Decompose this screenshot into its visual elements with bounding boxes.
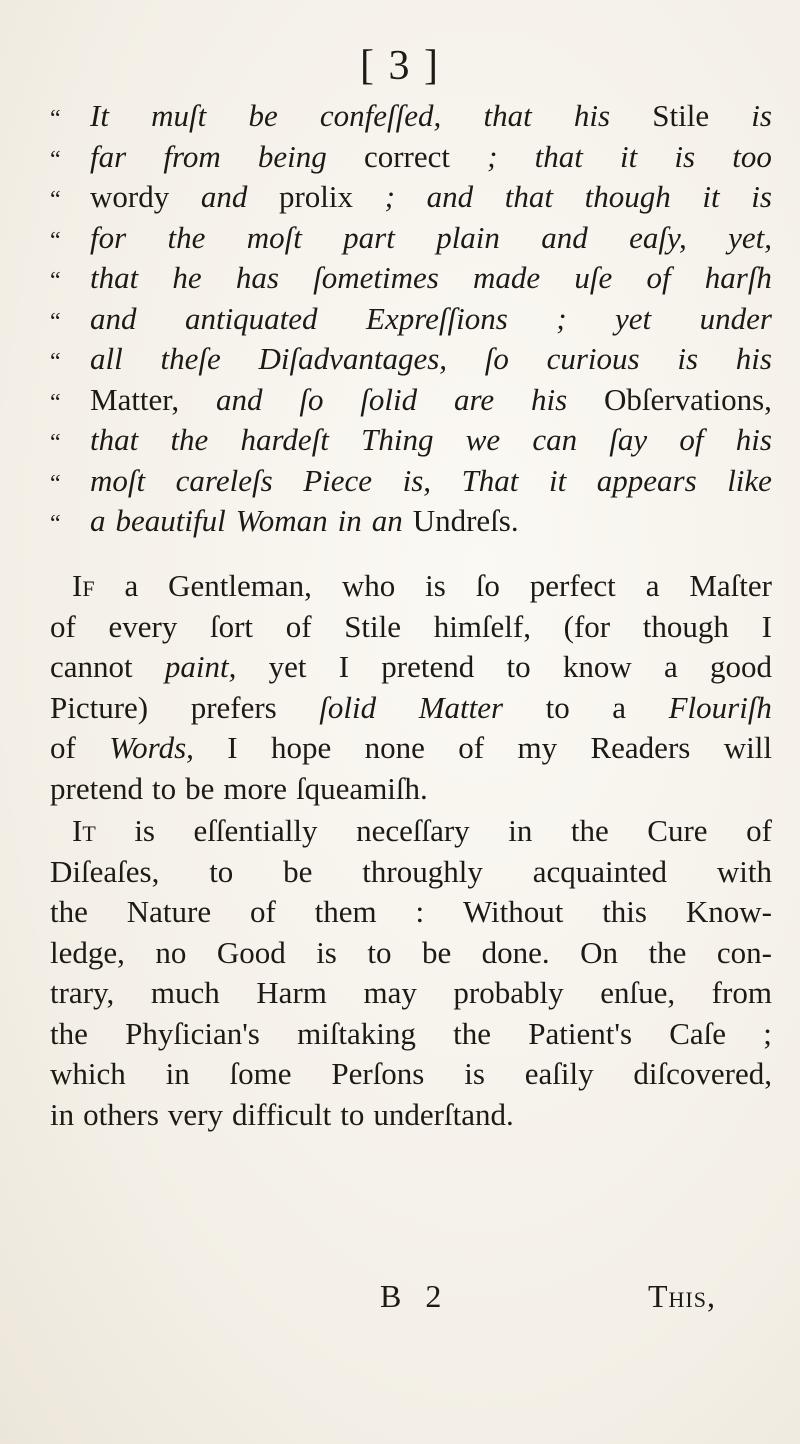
- text-line: [50, 811, 772, 852]
- word: Words,: [109, 730, 194, 765]
- word: Expreſſions: [366, 300, 508, 336]
- word: ;: [384, 179, 395, 214]
- page-footer: [0, 1278, 800, 1326]
- word: in: [337, 503, 362, 538]
- word: of: [458, 730, 485, 765]
- signature-mark: B 2: [380, 1278, 450, 1314]
- word: it: [548, 462, 567, 498]
- word: Maſter: [689, 568, 772, 603]
- word: part: [343, 219, 395, 255]
- quote-text: [90, 96, 772, 137]
- word: yet: [268, 649, 307, 684]
- text-line: [50, 1054, 772, 1095]
- word: under: [699, 300, 772, 336]
- catchword: This,: [648, 1278, 716, 1314]
- word: will: [723, 730, 772, 765]
- word: hope: [271, 730, 332, 765]
- word: and: [200, 179, 248, 214]
- word: which: [50, 1056, 126, 1091]
- paragraph-diseases: [50, 811, 772, 1135]
- quote-text: [90, 177, 772, 218]
- word: a: [612, 689, 627, 725]
- word: ſo: [475, 568, 500, 603]
- quote-line: [50, 339, 772, 380]
- word: If: [72, 568, 95, 603]
- quote-mark: “: [50, 227, 61, 254]
- word: his: [735, 422, 772, 457]
- quote-text: [90, 420, 772, 461]
- word: from: [163, 138, 221, 174]
- word: Obſervations,: [604, 381, 772, 417]
- word: neceſſary: [356, 813, 470, 848]
- word: and: [426, 179, 474, 214]
- word: is: [674, 138, 696, 174]
- word: correct: [363, 138, 450, 174]
- word: pretend: [381, 649, 475, 684]
- quote-line: [50, 299, 772, 340]
- word: is,: [402, 462, 432, 498]
- quote-line: [50, 501, 772, 542]
- word: his: [531, 381, 568, 417]
- word: Patient's: [528, 1015, 633, 1051]
- quote-mark: “: [50, 389, 61, 416]
- word: Good: [216, 934, 286, 970]
- word: prolix: [278, 179, 354, 214]
- word: Matter: [418, 689, 504, 725]
- word: of: [249, 894, 276, 929]
- quote-mark: “: [50, 349, 61, 375]
- word: I: [338, 649, 350, 684]
- word: my: [517, 730, 558, 765]
- word: for: [90, 219, 127, 255]
- word: is: [751, 98, 772, 133]
- word: be: [421, 934, 452, 970]
- word: ;: [556, 300, 567, 336]
- word: theſe: [160, 341, 221, 376]
- word: the: [50, 894, 88, 929]
- word: Harm: [256, 975, 327, 1010]
- word: the: [50, 1015, 88, 1051]
- word: that: [504, 179, 553, 214]
- word: his: [735, 341, 772, 376]
- word: underſtand.: [373, 1096, 514, 1132]
- quote-line: [50, 137, 772, 178]
- word: trary,: [50, 975, 115, 1010]
- word: in: [50, 1096, 75, 1132]
- word: like: [727, 462, 772, 498]
- word: of: [646, 260, 671, 295]
- word: antiquated: [184, 300, 318, 336]
- word: :: [415, 894, 425, 929]
- word: moſt: [246, 219, 302, 255]
- word: to: [340, 1096, 365, 1132]
- word: of: [679, 422, 704, 457]
- word: plain: [436, 219, 500, 255]
- word: beautiful: [115, 503, 226, 538]
- word: cannot: [50, 649, 133, 684]
- word: Without: [462, 894, 564, 929]
- word: we: [465, 422, 501, 457]
- quote-text: [90, 299, 772, 340]
- word: ;: [487, 138, 498, 174]
- word: may: [363, 975, 417, 1010]
- word: probably: [453, 975, 564, 1010]
- word: though: [584, 179, 671, 214]
- word: that: [483, 98, 532, 133]
- word: it: [702, 179, 720, 214]
- word: appears: [596, 462, 697, 498]
- word: though: [642, 608, 729, 644]
- word: Readers: [590, 730, 691, 765]
- word: It: [90, 98, 109, 133]
- word: con-: [716, 934, 772, 970]
- word: muſt: [151, 98, 207, 133]
- word: wordy: [90, 179, 170, 214]
- text-line: [50, 973, 772, 1014]
- word: confeſſed,: [319, 98, 442, 133]
- quote-mark: “: [50, 268, 61, 294]
- word: with: [716, 853, 772, 889]
- word: much: [150, 975, 220, 1010]
- word: be: [185, 770, 215, 806]
- quote-mark: “: [50, 187, 61, 213]
- text-line: [50, 769, 772, 810]
- word: ſo: [299, 381, 324, 417]
- word: eaſy,: [629, 219, 687, 255]
- word: this: [602, 894, 647, 929]
- word: ſome: [229, 1056, 292, 1091]
- word: be: [248, 98, 278, 133]
- word: a: [124, 568, 139, 603]
- word: ſo: [484, 341, 509, 376]
- word: Flouriſh: [668, 689, 772, 725]
- word: the: [167, 219, 206, 255]
- word: Phyſician's: [125, 1015, 260, 1051]
- word: diſcovered,: [633, 1056, 772, 1091]
- word: to: [545, 689, 570, 725]
- word: Cure: [647, 813, 708, 848]
- word: a: [663, 649, 678, 684]
- word: can: [532, 422, 578, 457]
- quote-mark: “: [50, 106, 61, 132]
- word: himſelf,: [433, 608, 531, 644]
- word: perfect: [529, 568, 616, 603]
- word: has: [235, 260, 279, 295]
- text-line: [50, 728, 772, 769]
- word: is: [425, 568, 446, 603]
- word: careleſs: [175, 462, 273, 498]
- word: Woman: [235, 503, 328, 538]
- word: Picture): [50, 689, 149, 725]
- quote-line: [50, 96, 772, 137]
- word: he: [172, 260, 202, 295]
- text-line: [50, 1095, 772, 1136]
- word: Caſe: [669, 1015, 727, 1051]
- word: a: [90, 503, 106, 538]
- word: his: [573, 98, 611, 133]
- word: are: [453, 381, 495, 417]
- word: Diſeaſes,: [50, 853, 160, 889]
- word: all: [90, 341, 123, 376]
- word: eaſily: [524, 1056, 594, 1091]
- word: (for: [563, 608, 611, 644]
- word: eſſentially: [193, 813, 318, 848]
- word: them: [314, 894, 377, 929]
- word: done.: [481, 934, 550, 970]
- word: who: [341, 568, 396, 603]
- word: ſolid: [319, 689, 377, 725]
- word: Gentleman,: [168, 568, 312, 603]
- word: the: [570, 813, 609, 848]
- word: from: [711, 975, 772, 1010]
- text-line: [50, 607, 772, 648]
- word: too: [732, 138, 772, 174]
- word: of: [746, 813, 772, 848]
- word: yet: [615, 300, 652, 336]
- quote-mark: “: [50, 511, 61, 537]
- word: far: [90, 138, 127, 174]
- word: being: [257, 138, 327, 174]
- word: Know-: [685, 894, 772, 929]
- text-line: [50, 647, 772, 688]
- word: It: [72, 813, 96, 848]
- word: Stile: [652, 98, 710, 133]
- word: ;: [763, 1015, 772, 1051]
- quote-text: [90, 501, 772, 542]
- word: no: [155, 934, 187, 970]
- word: Perſons: [331, 1056, 425, 1091]
- word: of: [50, 730, 76, 765]
- quote-text: [90, 461, 772, 502]
- quote-text: [90, 339, 772, 380]
- quote-text: [90, 137, 772, 178]
- word: Stile: [344, 608, 402, 644]
- word: On: [580, 934, 619, 970]
- word: pretend: [50, 770, 143, 806]
- word: the: [453, 1015, 492, 1051]
- quote-mark: “: [50, 146, 61, 173]
- word: good: [709, 649, 772, 684]
- quote-text: [90, 380, 772, 421]
- text-line: [50, 688, 772, 729]
- word: a: [645, 568, 660, 603]
- word: uſe: [574, 260, 613, 295]
- word: Piece: [303, 462, 373, 498]
- word: more: [223, 770, 288, 806]
- word: Undreſs.: [412, 503, 519, 538]
- word: paint,: [164, 649, 237, 684]
- quote-mark: “: [50, 308, 61, 335]
- quote-line: [50, 380, 772, 421]
- word: is: [677, 341, 699, 376]
- word: that: [90, 422, 139, 457]
- text-line: [50, 852, 772, 893]
- text-line: [50, 1014, 772, 1055]
- quote-line: [50, 420, 772, 461]
- text-line: [50, 566, 772, 607]
- word: none: [364, 730, 425, 765]
- word: is: [316, 934, 337, 970]
- word: others: [83, 1096, 159, 1132]
- word: be: [283, 853, 313, 889]
- word: the: [170, 422, 209, 457]
- text-line: [50, 933, 772, 974]
- word: the: [648, 934, 687, 970]
- word: Diſadvantages,: [258, 341, 448, 376]
- word: that: [90, 260, 139, 295]
- word: every: [108, 608, 178, 644]
- word: to: [367, 934, 392, 970]
- word: that: [534, 138, 583, 174]
- word: ſay: [609, 422, 648, 457]
- word: an: [371, 503, 403, 538]
- quote-line: [50, 461, 772, 502]
- word: and: [541, 219, 588, 255]
- word: know: [562, 649, 632, 684]
- word: yet,: [728, 219, 772, 255]
- word: Matter,: [90, 381, 180, 417]
- word: hardeſt: [240, 422, 329, 457]
- page-number: [ 3 ]: [360, 43, 440, 89]
- word: Thing: [361, 422, 434, 457]
- word: to: [209, 853, 234, 889]
- word: in: [165, 1056, 190, 1091]
- quote-line: [50, 258, 772, 299]
- word: miſtaking: [297, 1015, 416, 1051]
- word: is: [134, 813, 155, 848]
- word: of: [50, 608, 76, 644]
- word: I: [761, 608, 772, 644]
- quote-mark: “: [50, 430, 61, 456]
- word: I: [227, 730, 238, 765]
- word: and: [90, 300, 137, 336]
- word: curious: [546, 341, 640, 376]
- text-line: [50, 892, 772, 933]
- quote-text: [90, 258, 772, 299]
- quotation-block: [50, 96, 772, 542]
- paragraph-gentleman: [50, 566, 772, 809]
- word: ledge,: [50, 934, 125, 970]
- word: throughly: [362, 853, 483, 889]
- word: moſt: [90, 462, 146, 498]
- word: very: [167, 1096, 223, 1132]
- word: is: [751, 179, 772, 214]
- word: acquainted: [532, 853, 667, 889]
- word: is: [464, 1056, 485, 1091]
- word: of: [285, 608, 312, 644]
- word: to: [151, 770, 177, 806]
- quote-mark: “: [50, 470, 61, 497]
- word: harſh: [704, 260, 772, 295]
- word: ſort: [209, 608, 254, 644]
- word: ſqueamiſh.: [296, 770, 428, 806]
- word: ſolid: [360, 381, 418, 417]
- word: Nature: [126, 894, 212, 929]
- quote-line: [50, 177, 772, 218]
- quote-text: [90, 218, 772, 259]
- word: it: [620, 138, 638, 174]
- word: difficult: [231, 1096, 332, 1132]
- word: made: [473, 260, 541, 295]
- word: and: [215, 381, 263, 417]
- word: ſometimes: [313, 260, 439, 295]
- word: to: [506, 649, 531, 684]
- word: prefers: [190, 689, 277, 725]
- word: enſue,: [600, 975, 676, 1010]
- word: in: [508, 813, 533, 848]
- quote-line: [50, 218, 772, 259]
- word: That: [461, 462, 519, 498]
